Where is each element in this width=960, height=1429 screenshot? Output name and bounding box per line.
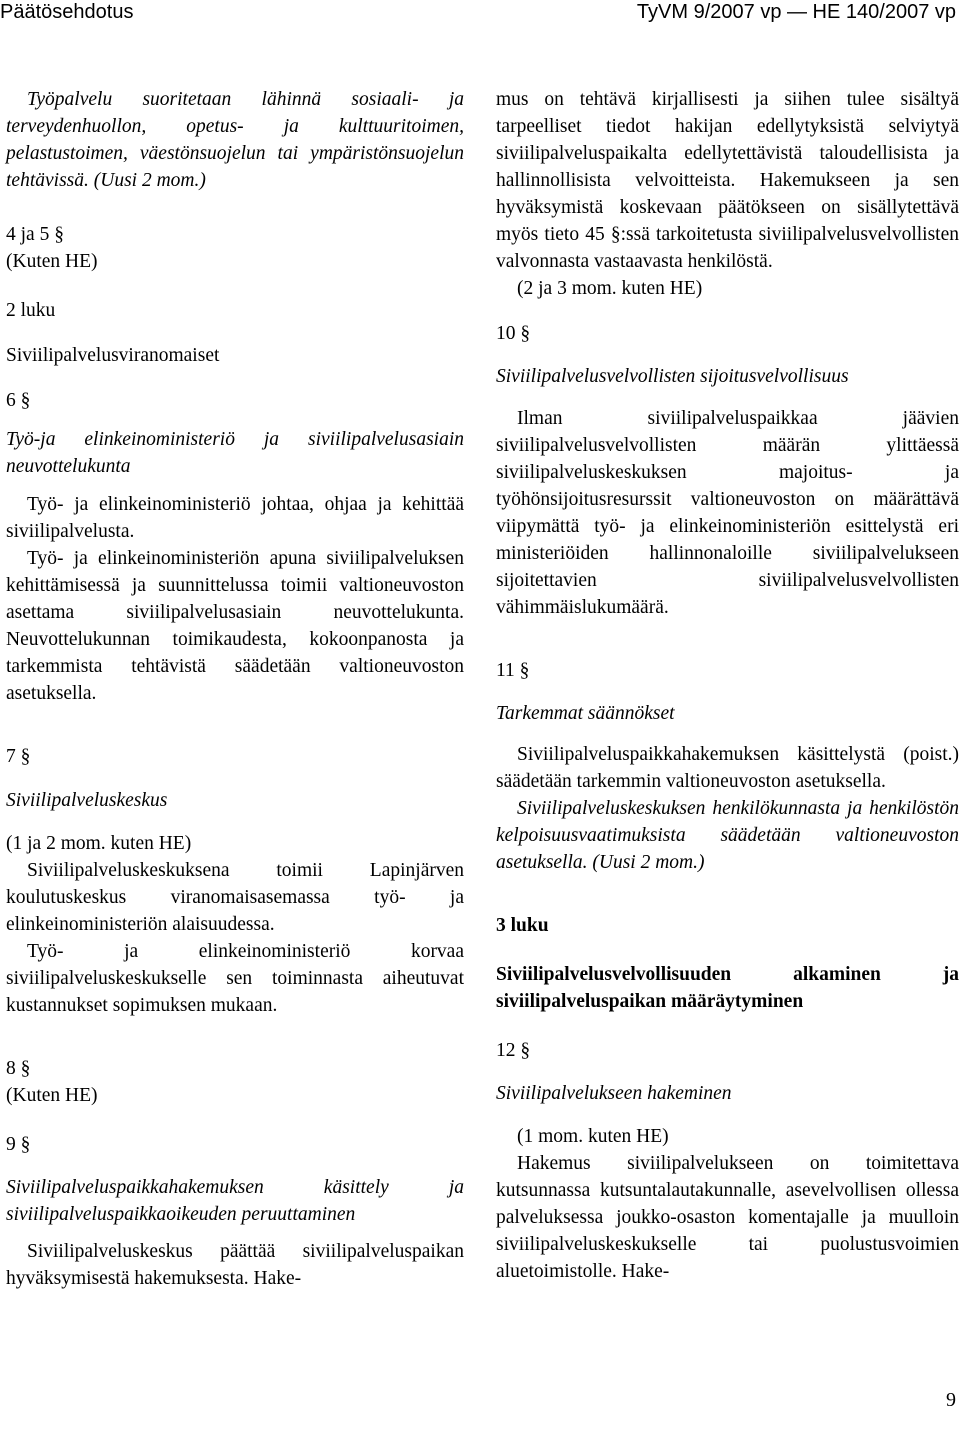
page-header xyxy=(0,0,960,24)
paragraph: Siviilipalveluspaikkahakemuksen käsittelystä (poist.) säädetään tarkemmin valtioneuvoston asetuksella. xyxy=(496,744,959,792)
header-document-reference: TyVM 9/2007 vp — HE 140/2007 vp xyxy=(636,1,956,23)
section-title: Siviilipalvelukseen hakeminen xyxy=(496,1083,732,1104)
section-heading: 6 § xyxy=(6,390,31,411)
section-title: Tarkemmat säännökset xyxy=(496,703,675,724)
section-note: (1 ja 2 mom. kuten HE) xyxy=(6,833,192,854)
right-column xyxy=(496,86,959,1285)
chapter-number: 2 luku xyxy=(6,300,56,321)
paragraph: Hakemus siviilipalvelukseen on toimitettava kutsunnassa kutsuntalautakunnalle, asevelvollisen ollessa palveluksessa joukko-osaston komentajalle ja muulloin siviilipalveluskeskukselle tai puolustusvoimien aluetoimistolle. Hake- xyxy=(496,1153,959,1282)
section-note: (Kuten HE) xyxy=(6,251,98,272)
paragraph: Työ- ja elinkeinoministeriö korvaa siviilipalveluskeskukselle sen toiminnasta aiheutuvat kustannukset sopimuksen mukaan. xyxy=(6,941,464,1016)
chapter-number: 3 luku xyxy=(496,915,549,936)
section-title: Työ-ja elinkeinoministeriö ja siviilipalvelusasiain neuvottelukunta xyxy=(6,429,464,477)
chapter-title: Siviilipalvelusviranomaiset xyxy=(6,345,220,366)
header-document-type: Päätösehdotus xyxy=(0,1,134,23)
section-heading: 11 § xyxy=(496,660,530,681)
paragraph: Työpalvelu suoritetaan lähinnä sosiaali- ja terveydenhuollon, opetus- ja kulttuuritoimen, pelastustoimen, väestönsuojelun tai ympäristönsuojelun tehtävissä. (Uusi 2 mom.) xyxy=(6,89,464,191)
section-heading: 7 § xyxy=(6,746,31,767)
chapter-title: Siviilipalvelusvelvollisuuden alkaminen ja siviilipalveluspaikan määräytyminen xyxy=(496,964,959,1012)
paragraph: Siviilipalveluskeskus päättää siviilipalveluspaikan hyväksymisestä hakemuksesta. Hake- xyxy=(6,1241,464,1289)
section-heading: 8 § xyxy=(6,1058,31,1079)
section-heading: 12 § xyxy=(496,1040,531,1061)
section-title: Siviilipalveluskeskus xyxy=(6,790,168,811)
section-note: (Kuten HE) xyxy=(6,1085,98,1106)
paragraph: mus on tehtävä kirjallisesti ja siihen tulee sisältyä tarpeelliset tiedot hakijan edellytyksistä selviytyä siviilipalveluspaikalta edellytettävistä taloudellisista ja hallinnollisista velvoitteista. Hakemukseen ja sen hyväksymistä koskevaan päätökseen on sisällytettävä myös tieto 45 §:ssä tarkoitetusta siviilipalvelusvelvollisten valvonnasta vastaavasta henkilöstä. xyxy=(496,89,959,272)
section-title: Siviilipalveluspaikkahakemuksen käsittely ja siviilipalveluspaikkaoikeuden peruuttaminen xyxy=(6,1177,464,1225)
paragraph: Työ- ja elinkeinoministeriön apuna siviilipalveluksen kehittämisessä ja suunnittelussa toimii valtioneuvoston asettama siviilipalvelusasiain neuvottelukunta. Neuvottelukunnan toimikaudesta, kokoonpanosta ja tarkemmista tehtävistä säädetään valtioneuvoston asetuksella. xyxy=(6,548,464,704)
section-heading: 10 § xyxy=(496,323,531,344)
page-number: 9 xyxy=(946,1389,956,1411)
paragraph: Siviilipalveluskeskuksena toimii Lapinjärven koulutuskeskus viranomaisasemassa työ- ja elinkeinoministeriön alaisuudessa. xyxy=(6,860,464,935)
section-title: Siviilipalvelusvelvollisten sijoitusvelvollisuus xyxy=(496,366,849,387)
left-column xyxy=(6,86,464,1292)
section-heading: 4 ja 5 § xyxy=(6,224,64,245)
paragraph: Ilman siviilipalveluspaikkaa jäävien siviilipalvelusvelvollisten määrän ylittäessä siviilipalveluskeskuksen majoitus- ja työhönsijoitusresurssit valtioneuvoston on määrättävä viipymättä työ- ja elinkeinoministeriön esittelystä eri ministeriöiden hallinnonaloille siviilipalvelukseen sijoitettavien siviilipalvelusvelvollisten vähimmäislukumäärä. xyxy=(496,408,959,618)
paragraph: Siviilipalveluskeskuksen henkilökunnasta ja henkilöstön kelpoisuusvaatimuksista säädetään valtioneuvoston asetuksella. (Uusi 2 mom.) xyxy=(496,798,959,873)
section-heading: 9 § xyxy=(6,1134,31,1155)
paragraph: Työ- ja elinkeinoministeriö johtaa, ohjaa ja kehittää siviilipalvelusta. xyxy=(6,494,464,542)
section-note: (1 mom. kuten HE) xyxy=(517,1126,669,1147)
section-note: (2 ja 3 mom. kuten HE) xyxy=(517,278,703,299)
